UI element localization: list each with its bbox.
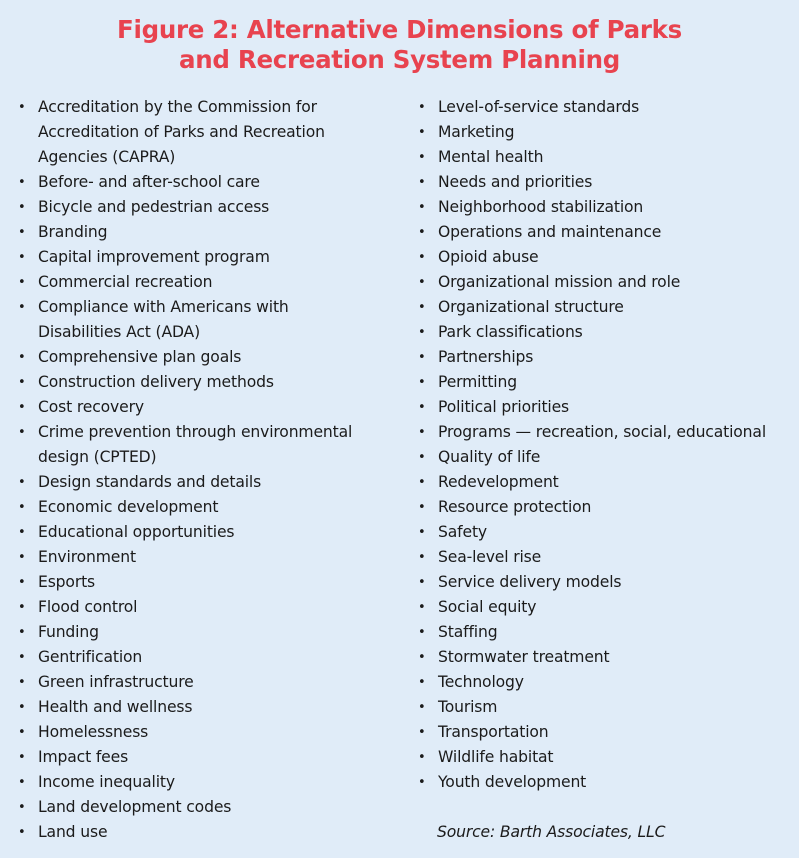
bullet-icon: •	[18, 500, 26, 515]
bullet-icon: •	[418, 100, 426, 115]
bullet-icon: •	[18, 800, 26, 815]
list-item-line: Agencies (CAPRA)	[38, 148, 176, 166]
list-item	[18, 270, 398, 295]
bullet-icon: •	[418, 775, 426, 790]
list-item-label: Park classifications	[438, 323, 583, 341]
list-item-label: Economic development	[38, 498, 219, 516]
bullet-icon: •	[18, 825, 26, 840]
list-item-label: Mental health	[438, 148, 544, 166]
list-item	[18, 645, 398, 670]
list-item-label: Opioid abuse	[438, 248, 539, 266]
list-item-line: Accreditation by the Commission for	[38, 98, 317, 116]
list-item	[418, 645, 799, 670]
bullet-icon: •	[18, 275, 26, 290]
bullet-icon: •	[418, 125, 426, 140]
list-item	[18, 170, 398, 195]
bullet-icon: •	[18, 650, 26, 665]
list-item-label: Construction delivery methods	[38, 373, 274, 391]
bullet-icon: •	[418, 600, 426, 615]
bullet-icon: •	[18, 375, 26, 390]
list-item	[18, 795, 398, 820]
list-item-label: Quality of life	[438, 448, 541, 466]
list-item-line: Accreditation of Parks and Recreation	[38, 123, 325, 141]
bullet-icon: •	[18, 575, 26, 590]
bullet-icon: •	[418, 675, 426, 690]
list-item	[418, 720, 799, 745]
list-item-label: Technology	[438, 673, 524, 691]
figure-title-line-1: Figure 2: Alternative Dimensions of Parks	[117, 15, 682, 44]
list-item-label: Stormwater treatment	[438, 648, 610, 666]
list-item	[418, 570, 799, 595]
list-item	[418, 145, 799, 170]
bullet-icon: •	[418, 225, 426, 240]
bullet-icon: •	[18, 550, 26, 565]
list-item	[418, 395, 799, 420]
list-item-label: Income inequality	[38, 773, 175, 791]
list-item	[18, 370, 398, 395]
list-item	[18, 345, 398, 370]
list-item	[418, 495, 799, 520]
bullet-icon: •	[18, 625, 26, 640]
bullet-icon: •	[418, 450, 426, 465]
bullet-icon: •	[418, 325, 426, 340]
list-item	[18, 470, 398, 495]
list-item	[418, 520, 799, 545]
list-item	[418, 220, 799, 245]
list-item-line: Disabilities Act (ADA)	[38, 323, 201, 341]
list-item-label: Land use	[38, 823, 108, 841]
list-item-label	[38, 420, 398, 470]
bullet-icon: •	[418, 500, 426, 515]
figure-title	[0, 15, 799, 75]
list-item	[418, 770, 799, 795]
list-item	[18, 670, 398, 695]
bullet-icon: •	[418, 575, 426, 590]
list-item	[418, 195, 799, 220]
list-item-label: Social equity	[438, 598, 537, 616]
list-item	[18, 245, 398, 270]
list-item-label: Wildlife habitat	[438, 748, 554, 766]
list-item-label: Educational opportunities	[38, 523, 235, 541]
source-citation: Source: Barth Associates, LLC	[437, 823, 666, 841]
list-item-label: Funding	[38, 623, 99, 641]
bullet-icon: •	[418, 625, 426, 640]
list-item-label: Impact fees	[38, 748, 129, 766]
list-item	[418, 445, 799, 470]
list-item-label: Flood control	[38, 598, 138, 616]
list-item	[418, 245, 799, 270]
bullet-icon: •	[418, 375, 426, 390]
bullet-icon: •	[18, 400, 26, 415]
list-item	[418, 620, 799, 645]
list-item	[418, 695, 799, 720]
list-item	[418, 295, 799, 320]
list-item-label: Before- and after-school care	[38, 173, 260, 191]
list-item-label: Operations and maintenance	[438, 223, 662, 241]
bullet-icon: •	[418, 150, 426, 165]
bullet-icon: •	[418, 525, 426, 540]
bullet-icon: •	[18, 725, 26, 740]
list-item	[18, 770, 398, 795]
list-item-label: Health and wellness	[38, 698, 193, 716]
bullet-icon: •	[18, 675, 26, 690]
bullet-icon: •	[18, 225, 26, 240]
list-item-label: Needs and priorities	[438, 173, 593, 191]
list-item	[18, 420, 398, 470]
bullet-icon: •	[18, 175, 26, 190]
bullet-icon: •	[418, 475, 426, 490]
bullet-icon: •	[18, 600, 26, 615]
list-item-label: Transportation	[438, 723, 549, 741]
bullet-icon: •	[418, 700, 426, 715]
list-item	[418, 745, 799, 770]
list-item-label: Level-of-service standards	[438, 98, 640, 116]
bullet-icon: •	[418, 425, 426, 440]
list-item-label	[38, 295, 398, 345]
bullet-icon: •	[18, 475, 26, 490]
list-item-label: Gentrification	[38, 648, 143, 666]
list-item	[418, 270, 799, 295]
bullet-icon: •	[418, 650, 426, 665]
bullet-icon: •	[18, 425, 26, 440]
list-item-label: Organizational structure	[438, 298, 624, 316]
list-item-label: Comprehensive plan goals	[38, 348, 242, 366]
bullet-icon: •	[18, 525, 26, 540]
list-item	[418, 95, 799, 120]
list-item-label: Homelessness	[38, 723, 149, 741]
bullet-icon: •	[418, 200, 426, 215]
list-item-label: Sea-level rise	[438, 548, 542, 566]
list-item	[18, 195, 398, 220]
list-item	[418, 320, 799, 345]
figure-title-line-2: and Recreation System Planning	[179, 45, 620, 74]
list-item-label: Commercial recreation	[38, 273, 213, 291]
list-item-line: Crime prevention through environmental	[38, 423, 353, 441]
list-item	[18, 495, 398, 520]
bullet-icon: •	[418, 275, 426, 290]
list-item-label: Partnerships	[438, 348, 534, 366]
list-item-label: Environment	[38, 548, 136, 566]
list-item-label: Safety	[438, 523, 487, 541]
list-item	[18, 595, 398, 620]
list-item	[418, 470, 799, 495]
list-item-label	[38, 95, 398, 170]
bullet-icon: •	[18, 250, 26, 265]
bullet-icon: •	[418, 300, 426, 315]
list-item-label: Land development codes	[38, 798, 232, 816]
bullet-icon: •	[418, 750, 426, 765]
list-item	[418, 120, 799, 145]
bullet-icon: •	[418, 550, 426, 565]
list-item	[418, 545, 799, 570]
list-item-label: Neighborhood stabilization	[438, 198, 644, 216]
list-item	[18, 570, 398, 595]
list-item-label: Capital improvement program	[38, 248, 270, 266]
list-item	[418, 670, 799, 695]
list-item	[418, 370, 799, 395]
list-item	[18, 745, 398, 770]
list-item-label: Esports	[38, 573, 96, 591]
bullet-icon: •	[18, 200, 26, 215]
list-item-label: Youth development	[438, 773, 587, 791]
list-item-label: Tourism	[438, 698, 498, 716]
left-bullet-list	[18, 95, 398, 845]
list-item	[418, 420, 799, 445]
list-item-label: Cost recovery	[38, 398, 144, 416]
bullet-icon: •	[418, 400, 426, 415]
bullet-icon: •	[18, 300, 26, 315]
bullet-icon: •	[18, 750, 26, 765]
list-item-label: Design standards and details	[38, 473, 262, 491]
list-item	[18, 220, 398, 245]
list-item-label: Bicycle and pedestrian access	[38, 198, 270, 216]
list-item	[18, 295, 398, 345]
list-item-label: Political priorities	[438, 398, 570, 416]
list-item	[18, 95, 398, 170]
list-item-label: Service delivery models	[438, 573, 622, 591]
list-item	[418, 595, 799, 620]
list-item-label: Branding	[38, 223, 108, 241]
list-item-label: Staffing	[438, 623, 498, 641]
bullet-icon: •	[418, 175, 426, 190]
list-item	[18, 520, 398, 545]
list-item-line: design (CPTED)	[38, 448, 157, 466]
list-item	[18, 820, 398, 845]
list-item	[418, 345, 799, 370]
list-item	[18, 545, 398, 570]
bullet-icon: •	[18, 775, 26, 790]
list-item-label: Organizational mission and role	[438, 273, 681, 291]
bullet-icon: •	[418, 250, 426, 265]
list-item	[18, 720, 398, 745]
list-item-label: Redevelopment	[438, 473, 559, 491]
list-item	[18, 695, 398, 720]
bullet-icon: •	[18, 700, 26, 715]
bullet-icon: •	[18, 350, 26, 365]
bullet-icon: •	[418, 725, 426, 740]
list-item-label: Green infrastructure	[38, 673, 194, 691]
list-item-line: Compliance with Americans with	[38, 298, 289, 316]
list-item	[418, 170, 799, 195]
bullet-icon: •	[418, 350, 426, 365]
list-item-label: Resource protection	[438, 498, 592, 516]
list-item	[18, 395, 398, 420]
list-item-label: Permitting	[438, 373, 517, 391]
list-item	[18, 620, 398, 645]
bullet-icon: •	[18, 100, 26, 115]
right-bullet-list	[418, 95, 799, 795]
list-item-label: Marketing	[438, 123, 515, 141]
list-item-label: Programs — recreation, social, educational	[438, 423, 766, 441]
